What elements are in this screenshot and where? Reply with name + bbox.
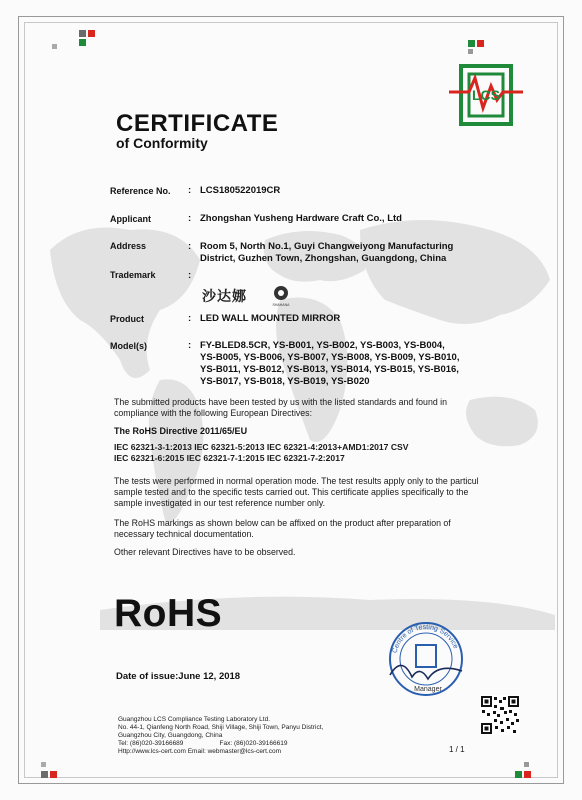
markings-line: The RoHS markings as shown below can be affixed on the product after preparation of	[114, 518, 451, 528]
trademark-brand-cn: 沙达娜	[202, 289, 247, 305]
certificate-subtitle: of Conformity	[116, 135, 208, 151]
rohs-mark: RoHS	[114, 592, 223, 635]
address-line: District, Guzhen Town, Zhongshan, Guangdong, China	[200, 253, 447, 264]
product-label: Product	[110, 314, 145, 324]
trademark-brand-en: SHAHANA	[272, 303, 290, 307]
standards-line: IEC 62321-3-1:2013 IEC 62321-5:2013 IEC 62321-4:2013+AMD1:2017 CSV	[114, 442, 409, 452]
address-value	[200, 241, 453, 265]
page-number: 1 / 1	[449, 745, 465, 754]
stamp-ring-text: Centre of Testing Service	[391, 623, 459, 654]
qr-code[interactable]	[480, 695, 520, 735]
footer-line: Guangzhou City, Guangdong, China	[118, 732, 223, 739]
trademark-logo	[202, 284, 302, 308]
date-of-issue: Date of issue:June 12, 2018	[116, 671, 241, 682]
models-value	[200, 340, 459, 388]
trademark-label: Trademark	[110, 270, 156, 280]
manager-label: Manager	[414, 686, 442, 693]
models-line: YS-B005, YS-B006, YS-B007, YS-B008, YS-B009, YS-B010,	[200, 352, 460, 363]
certificate-title: CERTIFICATE	[116, 110, 279, 137]
other-directives-note: Other relevant Directives have to be observed.	[114, 547, 296, 557]
intro-line: compliance with the following European Directives:	[114, 408, 313, 418]
applicant-value: Zhongshan Yusheng Hardware Craft Co., Ltd	[200, 213, 402, 224]
trademark-colon: :	[188, 270, 192, 281]
footer-address	[118, 716, 323, 756]
standards-line: IEC 62321-6:2015 IEC 62321-7-1:2015 IEC 62321-7-2:2017	[114, 453, 345, 463]
address-colon: :	[188, 241, 192, 252]
applicant-label: Applicant	[110, 214, 152, 224]
models-line: FY-BLED8.5CR, YS-B001, YS-B002, YS-B003, YS-B004,	[200, 340, 445, 351]
footer-line: No. 44-1, Qianfeng North Road, Shiji Village, Shiji Town, Panyu District,	[118, 724, 324, 731]
product-colon: :	[188, 313, 192, 324]
address-line: Room 5, North No.1, Guyi Changweiyong Manufacturing	[200, 241, 454, 252]
footer-line: Tel: (86)020-39166689 Fax: (86)020-39166619	[118, 740, 288, 747]
intro-paragraph	[114, 397, 484, 419]
tests-line: sample investigated in our test reference number only.	[114, 498, 326, 508]
logo-text: LCS	[472, 87, 500, 103]
markings-paragraph	[114, 518, 484, 540]
trademark-emblem-icon	[270, 284, 292, 308]
models-label: Model(s)	[110, 341, 147, 351]
models-colon: :	[188, 340, 192, 351]
reference-label: Reference No.	[110, 186, 171, 196]
tests-line: sample tested and to the specific tests carried out. This certificate applies specifically to the	[114, 487, 469, 497]
standards-list	[114, 442, 484, 464]
intro-line: The submitted products have been tested by us with the listed standards and found in	[114, 397, 448, 407]
footer-line: Http://www.lcs-cert.com Email: webmaster@lcs-cert.com	[118, 748, 281, 755]
official-stamp	[382, 615, 470, 697]
reference-value: LCS180522019CR	[200, 185, 281, 196]
applicant-colon: :	[188, 213, 192, 224]
product-value: LED WALL MOUNTED MIRROR	[200, 313, 341, 324]
models-line: YS-B017, YS-B018, YS-B019, YS-B020	[200, 376, 370, 387]
tests-paragraph	[114, 476, 484, 509]
address-label: Address	[110, 241, 147, 251]
tests-line: The tests were performed in normal operation mode. The test results apply only to the particul	[114, 476, 479, 486]
markings-line: necessary technical documentation.	[114, 529, 254, 539]
models-line: YS-B011, YS-B012, YS-B013, YS-B014, YS-B015, YS-B016,	[200, 364, 459, 375]
directive-title: The RoHS Directive 2011/65/EU	[114, 426, 248, 436]
lcs-logo	[447, 62, 525, 128]
reference-colon: :	[188, 185, 192, 196]
footer-line: Guangzhou LCS Compliance Testing Laboratory Ltd.	[118, 716, 271, 723]
